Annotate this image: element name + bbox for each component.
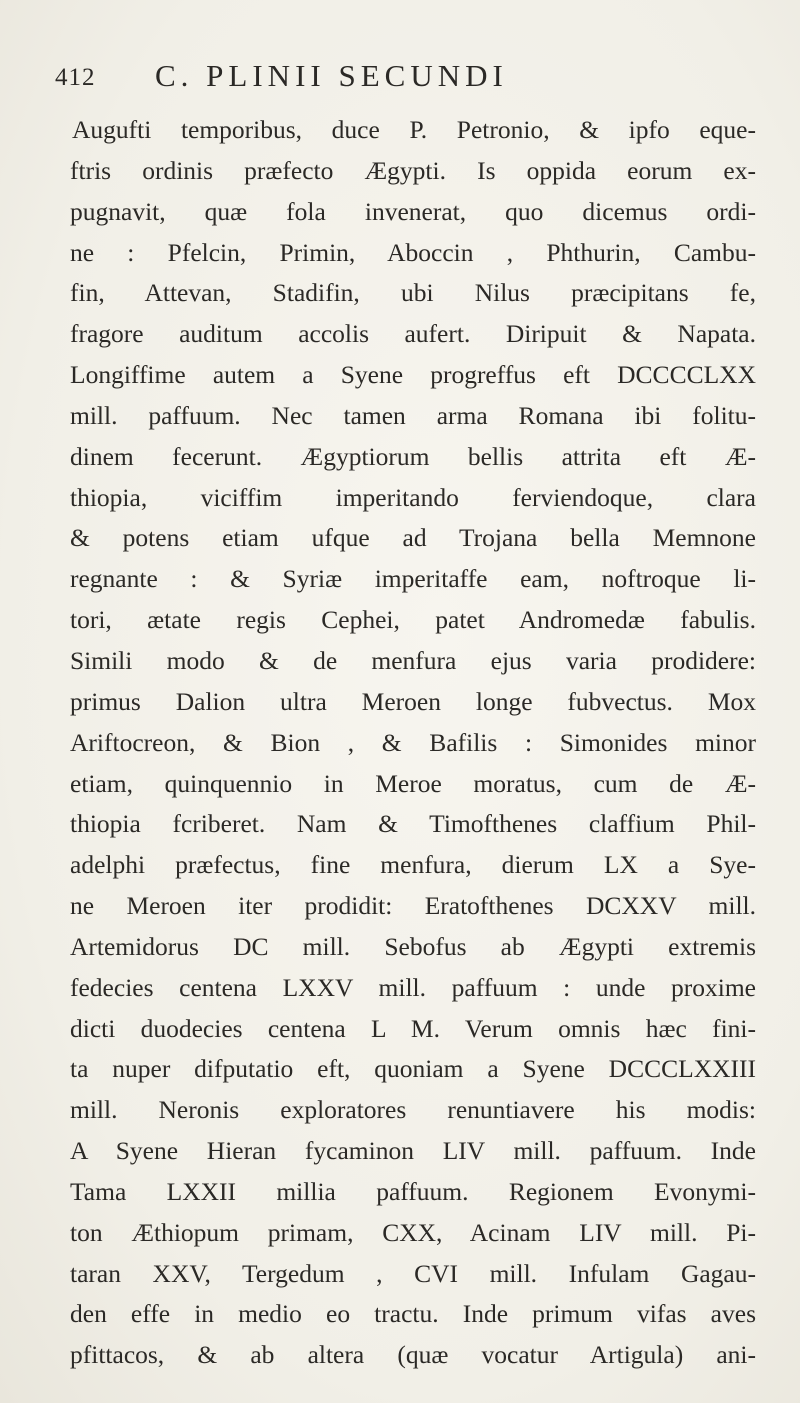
text-line: primus Dalion ultra Meroen longe fubvectus. Mox [70, 686, 756, 716]
text-line: taran XXV, Tergedum , CVI mill. Infulam Gagau- [70, 1258, 756, 1288]
text-line: fedecies centena LXXV mill. paffuum : unde proxime [70, 972, 756, 1002]
text-line: ne : Pfelcin, Primin, Aboccin , Phthurin, Cambu- [70, 237, 756, 267]
running-title: C. PLINII SECUNDI [155, 58, 508, 93]
body-text [70, 110, 756, 1376]
text-line: pfittacos, & ab altera (quæ vocatur Artigula) ani- [70, 1340, 756, 1370]
text-line: & potens etiam ufque ad Trojana bella Memnone [70, 523, 756, 553]
text-line: Tama LXXII millia paffuum. Regionem Evonymi- [70, 1176, 756, 1206]
text-line: etiam, quinquennio in Meroe moratus, cum de Æ- [70, 768, 756, 798]
text-line: fin, Attevan, Stadifin, ubi Nilus præcipitans fe, [70, 278, 756, 308]
text-line: pugnavit, quæ fola invenerat, quo dicemus ordi- [70, 196, 756, 226]
text-line: Ariftocreon, & Bion , & Bafilis : Simonides minor [70, 727, 756, 757]
text-line: dinem fecerunt. Ægyptiorum bellis attrita eft Æ- [70, 441, 756, 471]
text-line: Artemidorus DC mill. Sebofus ab Ægypti extremis [70, 931, 756, 961]
text-line: thiopia, viciffim imperitando ferviendoque, clara [70, 482, 756, 512]
page-number: 412 [55, 64, 96, 91]
text-line: adelphi præfectus, fine menfura, dierum LX a Sye- [70, 850, 756, 880]
text-line: thiopia fcriberet. Nam & Timofthenes claffium Phil- [70, 809, 756, 839]
text-line: Augufti temporibus, duce P. Petronio, & ipfo eque- [72, 115, 756, 144]
text-line: ta nuper difputatio eft, quoniam a Syene DCCCLXXIII [70, 1054, 756, 1084]
text-line: Longiffime autem a Syene progreffus eft DCCCCLXX [70, 360, 756, 390]
text-line: regnante : & Syriæ imperitaffe eam, noftroque li- [70, 564, 756, 594]
text-line: den effe in medio eo tractu. Inde primum vifas aves [70, 1299, 756, 1329]
text-line: dicti duodecies centena L M. Verum omnis hæc fini- [70, 1013, 756, 1043]
text-line: Simili modo & de menfura ejus varia prodidere: [70, 645, 756, 675]
text-line: mill. paffuum. Nec tamen arma Romana ibi folitu- [70, 400, 756, 430]
text-line: ne Meroen iter prodidit: Eratofthenes DCXXV mill. [70, 891, 756, 921]
text-line: mill. Neronis exploratores renuntiavere his modis: [70, 1095, 756, 1125]
text-line: fragore auditum accolis aufert. Diripuit & Napata. [70, 319, 756, 349]
text-line: ftris ordinis præfecto Ægypti. Is oppida eorum ex- [70, 155, 756, 185]
text-line: A Syene Hieran fycaminon LIV mill. paffuum. Inde [70, 1136, 756, 1166]
text-line: ton Æthiopum primam, CXX, Acinam LIV mill. Pi- [70, 1217, 756, 1247]
running-head [55, 58, 755, 98]
text-line: tori, ætate regis Cephei, patet Andromedæ fabulis. [70, 605, 756, 635]
